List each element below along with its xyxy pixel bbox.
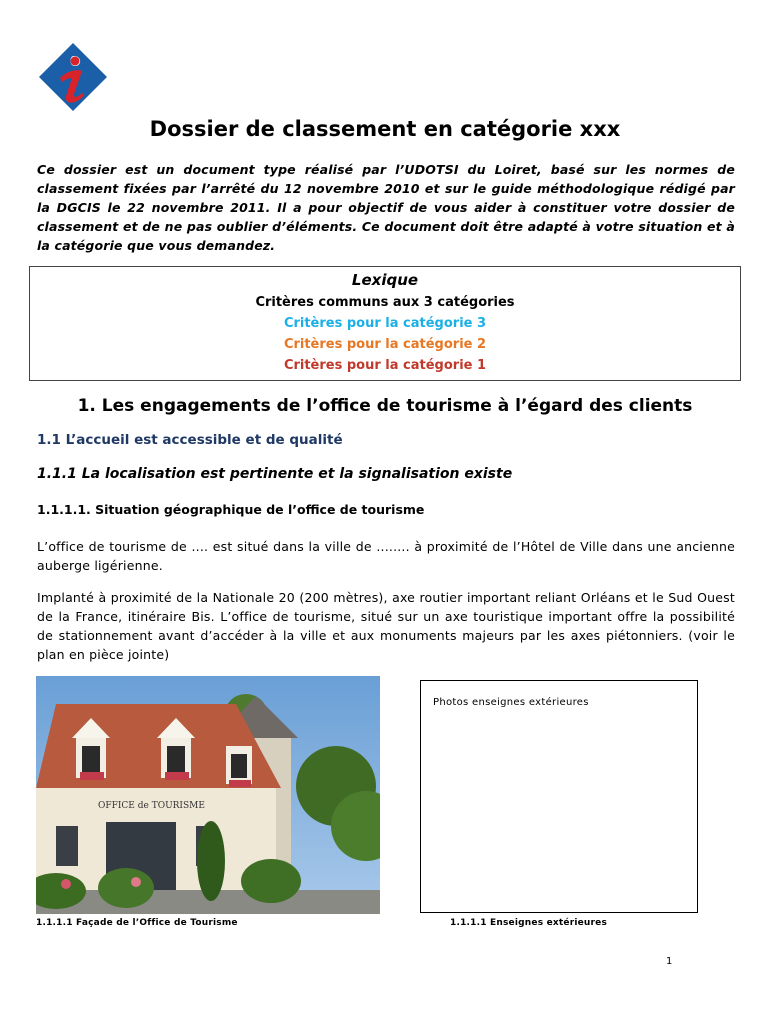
page-number: 1 (666, 956, 673, 967)
document-title: Dossier de classement en catégorie xxx (149, 117, 621, 141)
lexique-common-criteria: Critères communs aux 3 catégories (255, 295, 515, 310)
lexique-title: Lexique (351, 271, 419, 289)
intro-paragraph: Ce dossier est un document type réalisé par l’UDOTSI du Loiret, basé sur les normes de classement fixées par l’arrêté du 12 novembre 2010 et sur le guide méthodologique rédigé par la DGCIS le 22 novembre 2011. Il a pour objectif de vous aider à constituer votre dossier de classement et de ne pas oublier d’éléments. Ce document doit être adapté à votre situation et à la catégorie que vous demandez. (37, 162, 735, 253)
access-paragraph: Implanté à proximité de la Nationale 20 (200 mètres), axe routier important reliant Orléans et le Sud Ouest de la France, itinéraire Bis. L’office de tourisme, situé sur un axe touristique important offre la possibilité de stationnement avant d’accéder à la ville et aux monuments majeurs par les axes piétonniers. (voir le plan en pièce jointe) (37, 590, 735, 662)
section-1-1-1-heading: 1.1.1 La localisation est pertinente et la signalisation existe (37, 466, 513, 482)
office-facade-photo (36, 676, 380, 914)
section-1-1-heading: 1.1 L’accueil est accessible et de qualité (37, 432, 343, 448)
tourist-information-logo-icon (38, 42, 108, 112)
lexique-box (29, 266, 741, 381)
lexique-category-3: Critères pour la catégorie 3 (283, 316, 487, 331)
location-paragraph: L’office de tourisme de .... est situé dans la ville de ........ à proximité de l’Hôtel de Ville dans une ancienne auberge ligérienne. (37, 539, 735, 573)
section-1-1-1-1-heading: 1.1.1.1. Situation géographique de l’office de tourisme (37, 502, 425, 517)
exterior-signs-photo-placeholder (420, 680, 698, 913)
facade-caption: 1.1.1.1 Façade de l’Office de Tourisme (36, 918, 238, 928)
signs-caption: 1.1.1.1 Enseignes extérieures (450, 918, 608, 928)
lexique-category-1: Critères pour la catégorie 1 (283, 358, 487, 373)
office-sign-text: OFFICE de TOURISME (98, 801, 205, 811)
lexique-category-2: Critères pour la catégorie 2 (283, 337, 487, 352)
photo-box-label: Photos enseignes extérieures (433, 697, 589, 708)
section-1-heading: 1. Les engagements de l’office de tourisme à l’égard des clients (77, 396, 693, 416)
